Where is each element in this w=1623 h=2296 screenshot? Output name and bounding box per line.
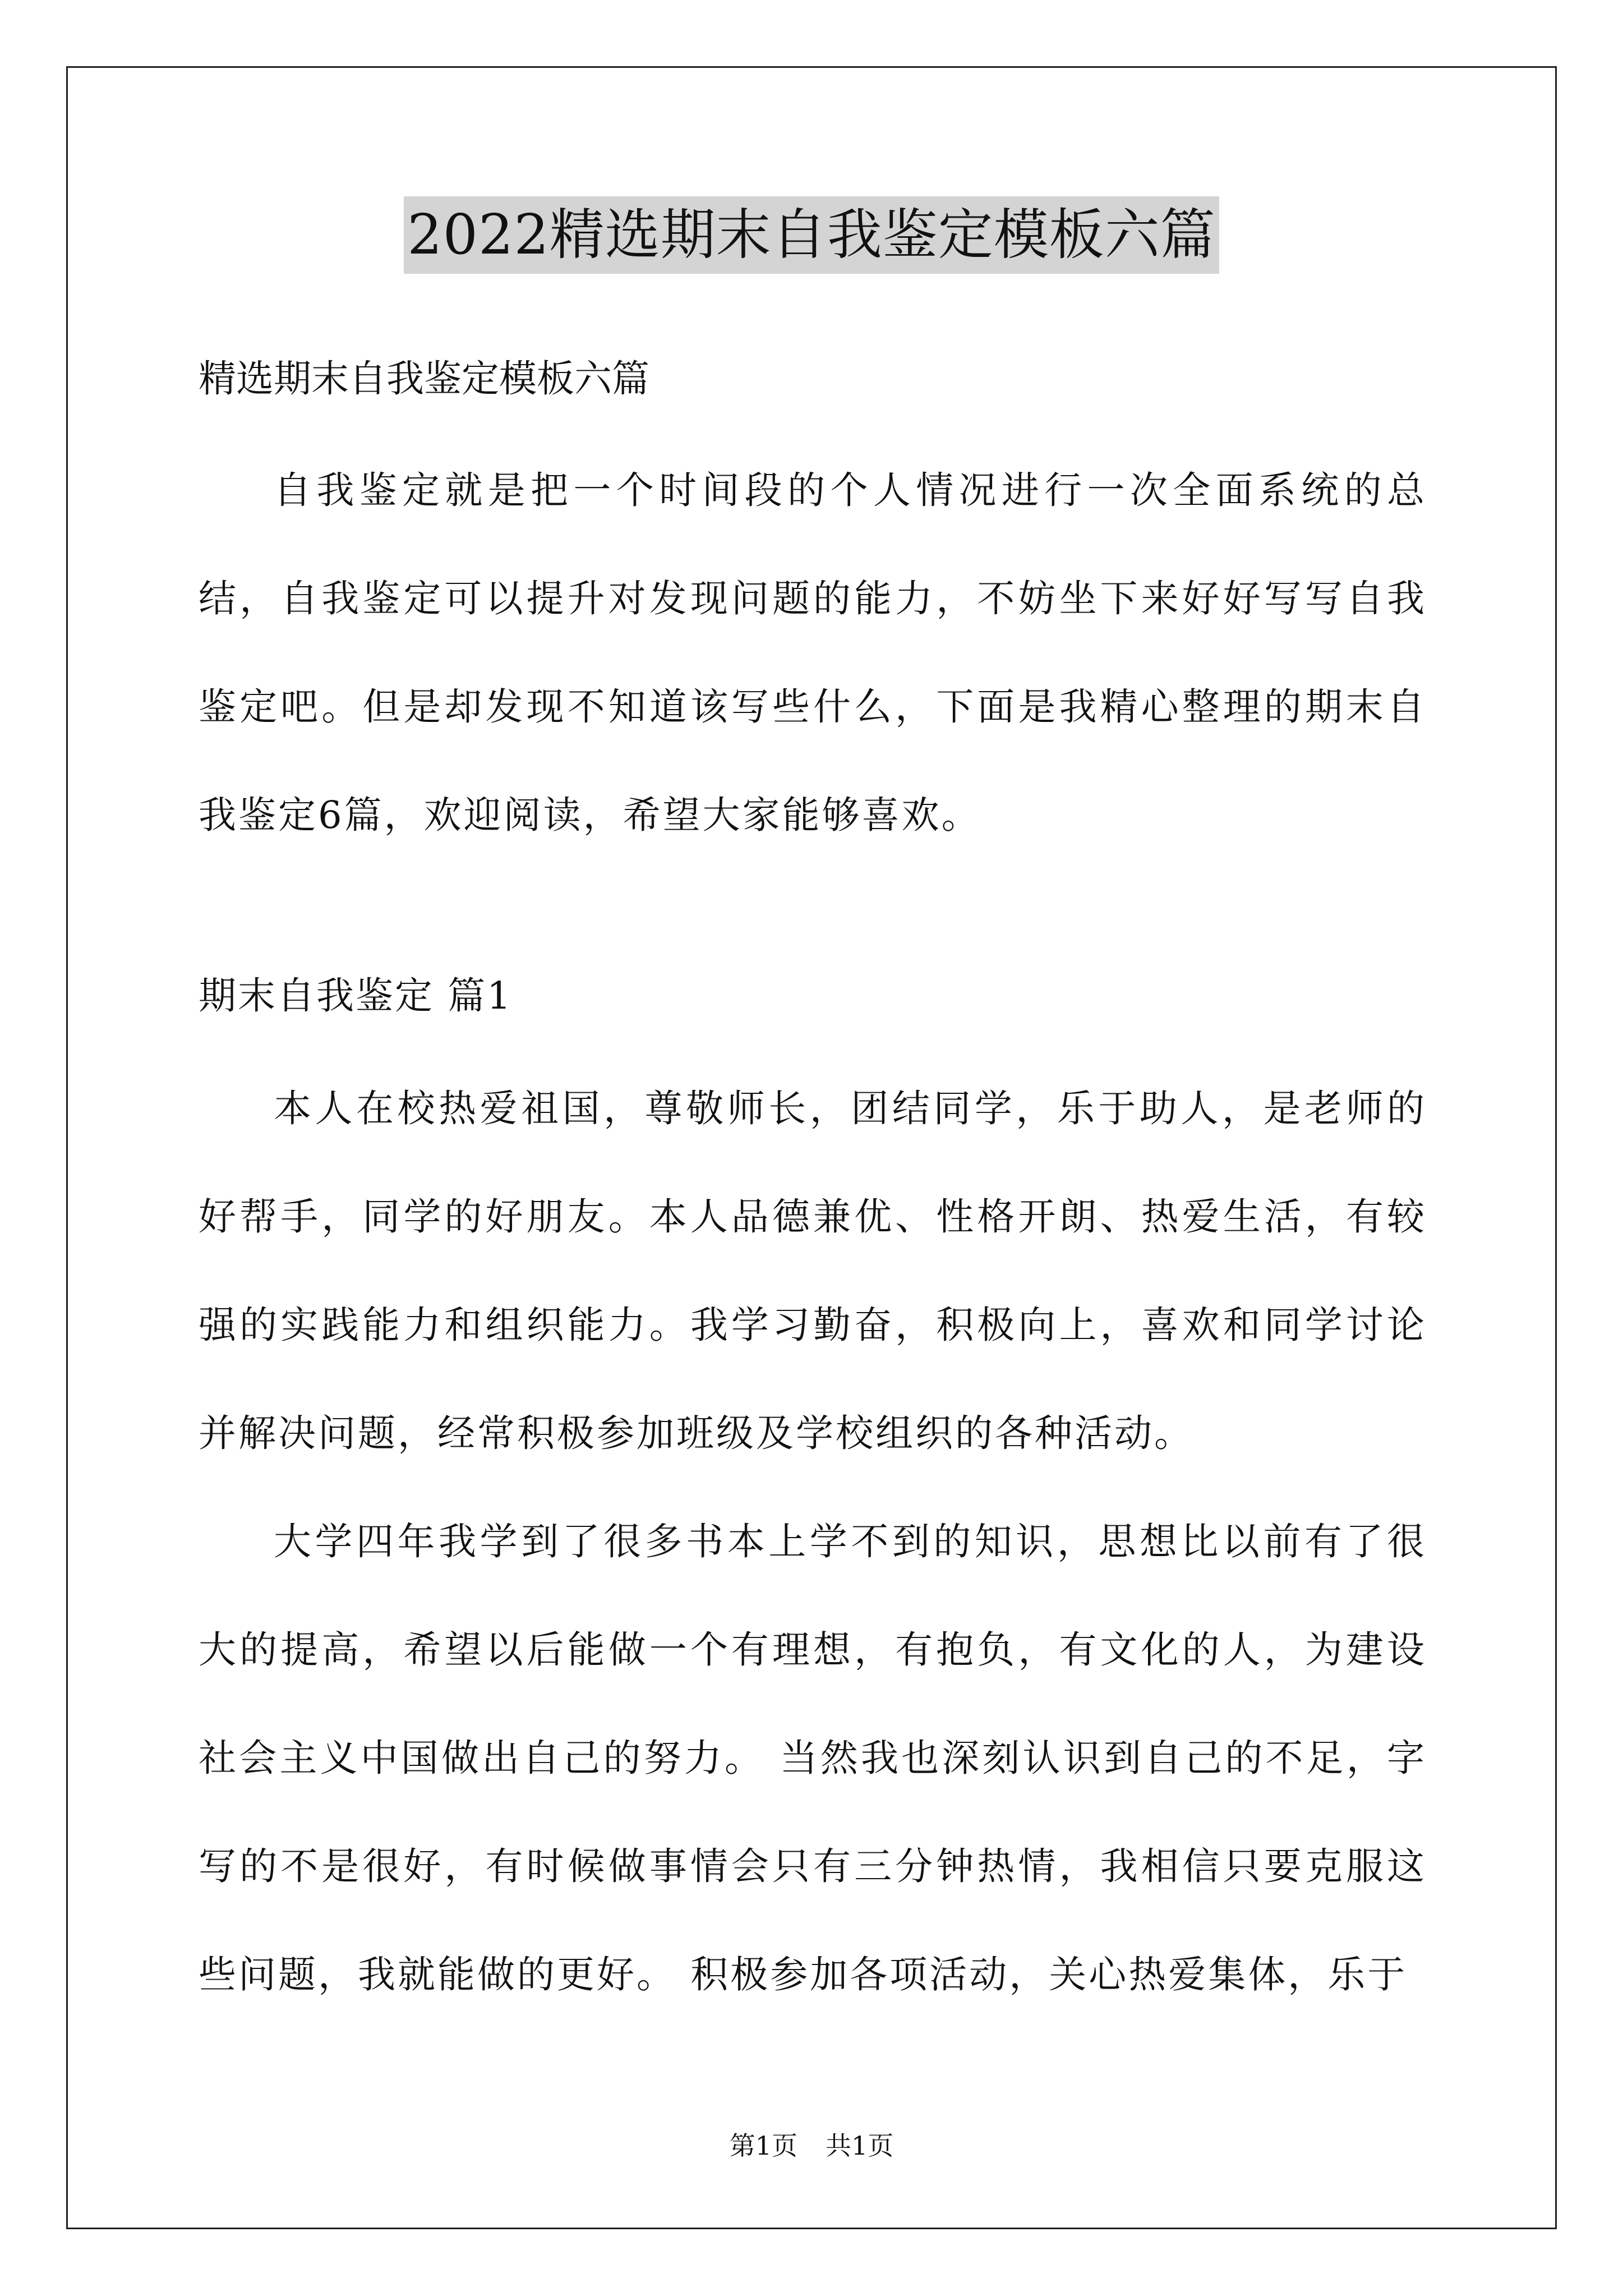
section-heading: 期末自我鉴定 篇1 xyxy=(199,974,513,1018)
page-footer xyxy=(0,2129,1623,2162)
body-paragraph: 本人在校热爱祖国，尊敬师长，团结同学，乐于助人，是老师的好帮手，同学的好朋友。本人品德兼优、性格开朗、热爱生活，有较强的实践能力和组织能力。我学习勤奋，积极向上，喜欢和同学讨论并解决问题，经常积极参加班级及学校组织的各种活动。 xyxy=(199,1087,1427,1455)
document-body xyxy=(199,337,1427,2029)
document-subtitle: 精选期末自我鉴定模板六篇 xyxy=(199,357,649,401)
document-title: 2022精选期末自我鉴定模板六篇 xyxy=(404,196,1219,274)
title-container xyxy=(0,196,1623,274)
page-number: 第1页 xyxy=(729,2131,797,2161)
page-total: 共1页 xyxy=(826,2131,894,2161)
body-paragraph: 大学四年我学到了很多书本上学不到的知识，思想比以前有了很大的提高，希望以后能做一个有理想，有抱负，有文化的人，为建设社会主义中国做出自己的努力。 当然我也深刻认识到自己的不足，字写的不是很好，有时候做事情会只有三分钟热情，我相信只要克服这些问题，我就能做的更好。 积极参加各项活动，关心热爱集体，乐于 xyxy=(199,1520,1427,1996)
intro-paragraph: 自我鉴定就是把一个时间段的个人情况进行一次全面系统的总结，自我鉴定可以提升对发现问题的能力，不妨坐下来好好写写自我鉴定吧。但是却发现不知道该写些什么，下面是我精心整理的期末自我鉴定6篇，欢迎阅读，希望大家能够喜欢。 xyxy=(199,468,1427,837)
